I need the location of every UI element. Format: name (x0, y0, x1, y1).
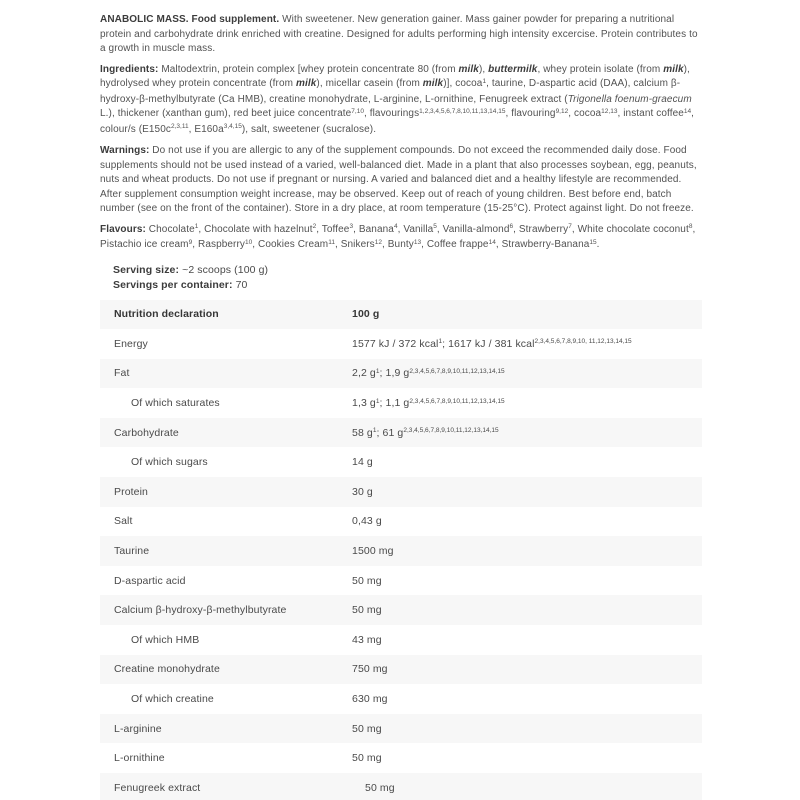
text-segment: Maltodextrin, protein complex [whey protein concentrate 80 (from (158, 63, 459, 75)
text-segment: buttermilk (488, 63, 538, 75)
nutrient-label: Carbohydrate (114, 426, 179, 439)
nutrient-label: Energy (114, 337, 148, 350)
table-row (100, 388, 702, 418)
text-segment: , Cookies Cream (252, 239, 329, 250)
text-segment: 50 mg (352, 752, 382, 765)
nutrient-label: D-aspartic acid (114, 574, 186, 587)
superscript: 2,3,11 (170, 123, 189, 130)
table-row (100, 566, 702, 596)
text-segment: ), salt, sweetener (sucralose). (241, 123, 377, 135)
serving-info-block (113, 263, 702, 293)
table-row (100, 359, 702, 389)
nutrient-value (352, 486, 702, 498)
text-segment: milk (663, 63, 684, 75)
superscript: 7,10 (351, 107, 364, 115)
servings-per-container-line (113, 278, 702, 293)
nutrient-label: Protein (114, 485, 148, 498)
nutrition-table-body (100, 329, 702, 800)
nutrient-label: Of which HMB (131, 633, 200, 646)
text-segment: , taurine, D-aspartic acid (DAA), calcium β-hydroxy-β-methylbutyrate (Ca HMB), creatine monohydrate, L-arginine, L-ornithine, Fenugreek extract ( (100, 78, 681, 105)
nutrient-value (352, 693, 702, 705)
superscript: 3 (349, 223, 354, 230)
text-segment: , Strawberry (513, 223, 569, 235)
intro-paragraph (100, 13, 702, 57)
nutrient-label: Of which saturates (131, 397, 220, 410)
nutrient-label: Creatine monohydrate (114, 663, 220, 676)
text-segment: , Coffee frappe (421, 239, 489, 250)
superscript: 2 (312, 223, 317, 230)
text-segment: , Pistachio ice cream (100, 223, 696, 250)
text-segment: , Vanilla-almond (436, 223, 510, 235)
superscript: 3,4,15 (223, 123, 242, 130)
text-segment: ~2 scoops (100 g) (179, 263, 269, 276)
text-segment: Trigonella foenum-graecum (567, 93, 692, 105)
table-row (100, 329, 702, 359)
nutrient-value (352, 634, 702, 646)
nutrient-value (352, 723, 702, 735)
superscript: 10 (245, 238, 253, 246)
text-segment: ; 1,1 g (379, 397, 410, 410)
text-segment: 2,2 g (352, 367, 376, 380)
flavours-paragraph (100, 223, 702, 254)
text-segment: ), micellar casein (from (316, 78, 423, 89)
text-segment: 50 mg (352, 722, 382, 735)
text-segment: 14 g (352, 456, 373, 469)
text-segment: , White chocolate coconut (571, 223, 689, 235)
table-row (100, 595, 702, 625)
text-segment: Flavours: (100, 223, 146, 235)
table-row (100, 743, 702, 773)
nutrient-value (352, 545, 702, 557)
nutrient-value (352, 367, 702, 379)
superscript: 1 (438, 338, 443, 346)
nutrient-label: L-arginine (114, 722, 162, 735)
nutrient-label: Taurine (114, 545, 150, 558)
text-segment: , colour/s (E150c (100, 108, 695, 135)
text-segment: ANABOLIC MASS. Food supplement. (100, 14, 280, 25)
serving-size-line (113, 263, 702, 278)
superscript: 14 (683, 107, 692, 115)
nutrient-value (352, 575, 702, 587)
text-segment: )], cocoa (443, 78, 483, 89)
nutrient-label: Of which sugars (131, 456, 208, 469)
text-segment: , cocoa (568, 108, 602, 119)
text-segment: , flavourings (363, 108, 420, 119)
table-header-row (100, 300, 702, 330)
nutrient-value (352, 782, 702, 794)
table-row (100, 418, 702, 448)
text-segment: , Banana (353, 223, 394, 235)
superscript: 8 (688, 223, 693, 230)
text-segment: L.), thickener (xanthan gum), red beet juice concentrate (100, 108, 352, 119)
text-segment: , Toffee (316, 223, 350, 235)
table-row (100, 655, 702, 685)
text-segment: , Chocolate with hazelnut (198, 223, 313, 235)
text-segment: 58 g (352, 426, 373, 439)
superscript: 9 (188, 238, 193, 246)
superscript: 5 (433, 223, 437, 230)
text-segment: Warnings: (100, 145, 150, 156)
text-segment: milk (295, 78, 317, 89)
nutrient-value (352, 338, 702, 350)
superscript: 1 (372, 427, 377, 435)
text-segment: , Snikers (334, 239, 375, 250)
text-segment: ), hydrolysed whey protein concentrate (from (100, 63, 690, 89)
text-segment: ), (478, 63, 489, 75)
text-segment: ; 1617 kJ / 381 kcal (442, 337, 535, 350)
nutrient-label: L-ornithine (114, 752, 165, 765)
superscript: 12,13 (601, 107, 618, 115)
table-row (100, 684, 702, 714)
table-row (100, 477, 702, 507)
text-segment: , Strawberry-Banana (495, 239, 590, 250)
text-segment: milk (422, 78, 444, 89)
table-header-value: 100 g (352, 308, 380, 321)
superscript: 1 (375, 397, 380, 405)
nutrient-value (352, 427, 702, 439)
text-segment: milk (458, 63, 479, 75)
table-row (100, 507, 702, 537)
supplement-label-document (100, 0, 702, 800)
superscript: 7 (568, 223, 572, 230)
nutrient-value (352, 515, 702, 527)
text-segment: ; 61 g (376, 426, 404, 439)
nutrient-label: Fenugreek extract (114, 781, 201, 794)
superscript: 11 (328, 238, 335, 246)
warnings-paragraph (100, 144, 702, 217)
nutrient-label: Fat (114, 367, 130, 380)
text-segment: Do not use if you are allergic to any of the supplement compounds. Do not exceed the recommended daily dose. Food supplements should not be used instead of a varied, well-balanced diet. Made in a plant that also processes soybean, egg, peanuts, nuts and wheat products. Do not use if pregnant or nursing. A varied and balanced diet and a healthy lifestyle are recommended. After supplement consumption weight increase, may be observed. Keep out of reach of young children. Best before end, batch number (see on the front of the container). Store in a dry place, at room temperature (15-25°C). Protect against light. Do not freeze. (100, 145, 697, 214)
nutrient-label: Salt (114, 515, 133, 528)
superscript: 15 (589, 238, 597, 246)
text-segment: , Raspberry (192, 239, 246, 250)
nutrient-value (352, 456, 702, 468)
text-segment: , Vanilla (397, 223, 434, 235)
text-segment: 50 mg (365, 781, 395, 794)
text-segment: , whey protein isolate (from (537, 63, 664, 75)
text-segment: 1,3 g (352, 397, 376, 410)
nutrient-label: Of which creatine (131, 693, 214, 706)
text-segment: With sweetener. New generation gainer. Mass gainer powder for preparing a nutritional protein and carbohydrate drink enriched with creatine. Designed for adults performing high intensity excercise. Protein contributes to a growth in muscle mass. (100, 14, 698, 54)
ingredients-paragraph (100, 63, 702, 139)
text-segment: , Bunty (382, 239, 414, 250)
nutrient-value (352, 663, 702, 675)
superscript: 6 (509, 223, 514, 230)
table-row (100, 714, 702, 744)
text-segment: 30 g (352, 485, 373, 498)
nutrient-value (352, 604, 702, 616)
text-segment: Serving size: (113, 263, 180, 276)
table-row (100, 447, 702, 477)
text-segment: 0,43 g (352, 515, 382, 528)
superscript: 9,12 (555, 107, 569, 115)
table-header-label: Nutrition declaration (114, 308, 219, 321)
superscript: 4 (393, 223, 398, 230)
table-row (100, 625, 702, 655)
text-segment: Servings per container: (113, 278, 233, 291)
text-segment: ; 1,9 g (379, 367, 410, 380)
superscript: 2,3,4,5,6,7,8,9,10,11,12,13,14,15 (403, 427, 499, 435)
superscript: 1 (375, 367, 380, 375)
text-segment: 50 mg (352, 574, 382, 587)
text-segment: 750 mg (352, 663, 388, 676)
text-segment: 1577 kJ / 372 kcal (352, 337, 439, 350)
table-row (100, 773, 702, 800)
superscript: 1 (194, 223, 199, 230)
nutrition-table (100, 300, 702, 800)
superscript: 1,2,3,4,5,6,7,8,10,11,13,14,15 (419, 107, 506, 115)
superscript: 2,3,4,5,6,7,8,9,10,11,12,13,14,15 (409, 367, 505, 375)
superscript: 1 (482, 77, 487, 85)
table-row (100, 536, 702, 566)
nutrient-label: Calcium β-hydroxy-β-methylbutyrate (114, 604, 287, 617)
superscript: 14 (488, 238, 496, 246)
text-segment: 70 (232, 278, 248, 291)
nutrient-value (352, 397, 702, 409)
superscript: 12 (374, 238, 383, 246)
text-segment: Chocolate (145, 223, 195, 235)
superscript: 2,3,4,5,6,7,8,9,10, 11,12,13,14,15 (534, 338, 632, 346)
text-segment: 630 mg (352, 693, 388, 706)
text-segment: , flavouring (505, 108, 556, 119)
superscript: 2,3,4,5,6,7,8,9,10,11,12,13,14,15 (409, 397, 505, 405)
nutrient-value (352, 752, 702, 764)
text-segment: Ingredients: (100, 63, 159, 75)
text-segment: , E160a (188, 123, 224, 135)
text-segment: . (596, 239, 600, 250)
text-segment: , instant coffee (617, 108, 684, 119)
superscript: 13 (413, 238, 422, 246)
text-segment: 43 mg (352, 633, 382, 646)
text-segment: 1500 mg (352, 545, 394, 558)
text-segment: 50 mg (352, 604, 382, 617)
